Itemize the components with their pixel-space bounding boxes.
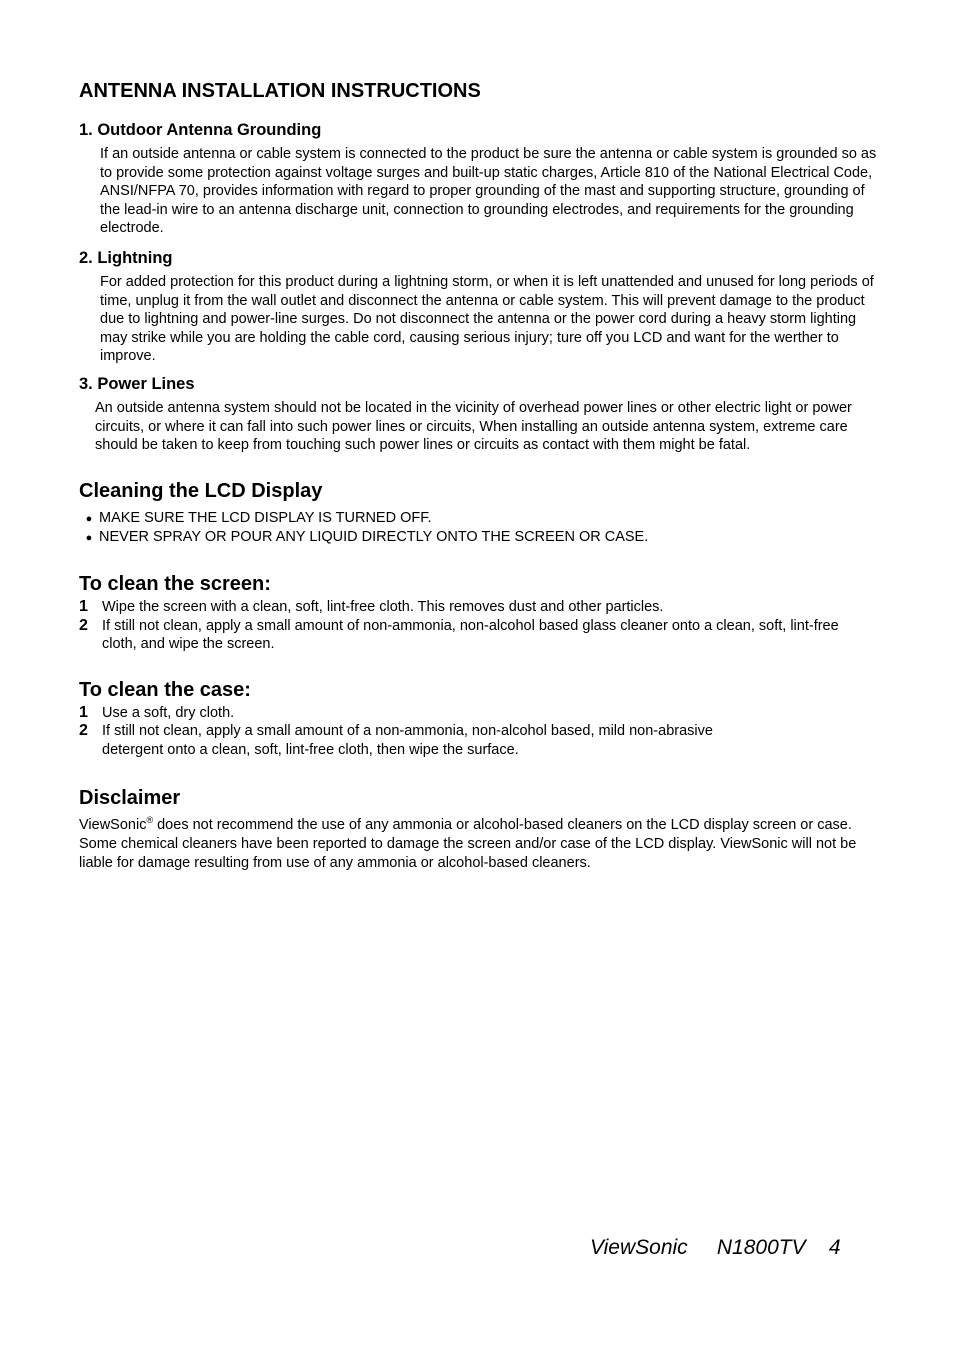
lightning-heading: 2. Lightning xyxy=(79,248,173,267)
page-title: ANTENNA INSTALLATION INSTRUCTIONS xyxy=(79,80,481,102)
list-item: 2 If still not clean, apply a small amount of non-ammonia, non-alcohol based glass cleaner onto a clean, soft, lint-free cloth, and wipe the screen. xyxy=(79,616,839,653)
step-number: 1 xyxy=(79,597,88,615)
power-lines-heading: 3. Power Lines xyxy=(79,374,195,393)
clean-screen-steps xyxy=(79,598,879,654)
page-footer xyxy=(590,1236,841,1260)
list-item: 1 Wipe the screen with a clean, soft, lint-free cloth. This removes dust and other particles. xyxy=(79,597,664,615)
grounding-text: If an outside antenna or cable system is connected to the product be sure the antenna or cable system is grounded so as to provide some protection against voltage surges and built-up static charges, Article 810 of the National Electrical Code, ANSI/NFPA 70, provides information with regard to proper grounding of the mast and supporting structure, grounding of the lead-in wire to an antenna discharge unit, connection to grounding electrodes, and requirements for the grounding electrode. xyxy=(100,146,877,237)
bullet-icon: ● xyxy=(85,512,93,525)
list-item: ● MAKE SURE THE LCD DISPLAY IS TURNED OFF. xyxy=(79,509,879,529)
power-lines-text: An outside antenna system should not be located in the vicinity of overhead power lines or other electric light or power circuits, or where it can fall into such power lines or circuits, When installing an outside antenna system, extreme care should be taken to keep from touching such power lines or circuits as contact with them might be fatal. xyxy=(95,399,852,454)
list-item: 2 If still not clean, apply a small amount of a non-ammonia, non-alcohol based, mild non-abrasive detergent onto a clean, soft, lint-free cloth, then wipe the surface. xyxy=(79,722,713,758)
footer-brand: ViewSonic xyxy=(590,1236,688,1259)
step-number: 2 xyxy=(79,616,88,634)
page-number: 4 xyxy=(828,1236,841,1259)
bullet-icon: ● xyxy=(85,532,93,545)
cleaning-heading: Cleaning the LCD Display xyxy=(79,479,323,502)
grounding-heading: 1. Outdoor Antenna Grounding xyxy=(79,121,322,139)
list-item: ● NEVER SPRAY OR POUR ANY LIQUID DIRECTLY ONTO THE SCREEN OR CASE. xyxy=(79,528,879,548)
clean-screen-heading: To clean the screen: xyxy=(79,572,271,595)
clean-case-steps xyxy=(79,704,879,760)
step-number: 1 xyxy=(79,703,88,721)
disclaimer-heading: Disclaimer xyxy=(79,787,181,810)
disclaimer-text: ViewSonic® does not recommend the use of any ammonia or alcohol-based cleaners on the LCD display screen or case. Some chemical cleaners have been reported to damage the screen and/or case of the LCD display. ViewSonic will not be liable for damage resulting from use of any ammonia or alcohol-based cleaners. xyxy=(79,815,857,871)
step-number: 2 xyxy=(79,722,88,740)
registered-mark: ® xyxy=(146,815,154,826)
cleaning-bullets xyxy=(79,509,879,548)
lightning-text: For added protection for this product during a lightning storm, or when it is left unattended and unused for long periods of time, unplug it from the wall outlet and disconnect the antenna or cable system. This will prevent damage to the product due to lightning and power-line surges. Do not disconnect the antenna or the power cord during a heavy storm lighting may strike while you are holding the cable cord, causing serious injury; ture off you LCD and want for the werther to improve. xyxy=(100,273,874,365)
footer-model: N1800TV xyxy=(716,1236,806,1259)
clean-case-heading: To clean the case: xyxy=(79,678,251,701)
document-page xyxy=(79,78,879,872)
list-item: 1 Use a soft, dry cloth. xyxy=(79,703,235,721)
brand-name: ViewSonic xyxy=(79,817,147,834)
